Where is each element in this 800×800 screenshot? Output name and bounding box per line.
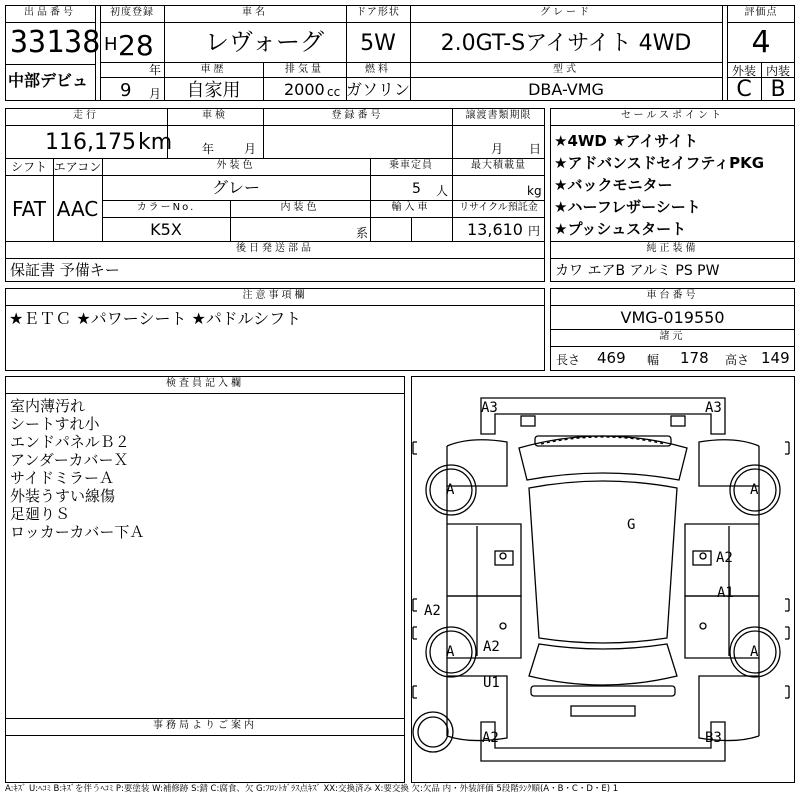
transfer-month-unit: 月 (491, 142, 504, 156)
ext-grade-label: 外装 (731, 64, 756, 78)
recycle: 13,610 (467, 220, 523, 239)
recycle-unit: 円 (528, 224, 541, 238)
month: 9 (120, 80, 132, 101)
mark-a2-bottom: A2 (482, 730, 499, 746)
sales-point: ★プッシュスタート (554, 220, 687, 238)
int-grade-label: 内装 (765, 64, 790, 78)
color-no: K5X (150, 220, 182, 239)
inspector-item: 足廻りＳ (10, 505, 71, 523)
mark-a1: A1 (717, 585, 734, 601)
car-name: レヴォーグ (205, 28, 325, 56)
chassis-number: VMG-019550 (620, 308, 725, 327)
notes-label: 注意事項欄 (242, 290, 308, 301)
later-label: 後日発送部品 (236, 243, 314, 254)
mark-b3: B3 (705, 730, 722, 746)
era: H (104, 34, 118, 55)
year: 28 (118, 29, 154, 62)
cc-label: 排気量 (285, 64, 324, 75)
month-unit: 月 (149, 87, 162, 101)
year-unit: 年 (149, 63, 162, 77)
inspector-item: アンダーカバーＸ (10, 451, 129, 469)
mark-a3-right: A3 (705, 400, 722, 416)
mark-u1: U1 (483, 675, 500, 691)
ac: AAC (56, 197, 99, 221)
equip-label: 純正装備 (646, 243, 699, 254)
inspector-item: 外装うすい線傷 (10, 487, 116, 505)
mark-g: G (627, 517, 636, 533)
model-label: 型式 (553, 64, 579, 75)
plate-label: 登録番号 (331, 110, 384, 121)
history: 自家用 (186, 80, 241, 101)
color: グレー (211, 178, 260, 197)
color-no-label: カラーNo. (136, 202, 196, 213)
score: 4 (751, 25, 771, 60)
mark-a2-left: A2 (424, 603, 441, 619)
load-unit: kg (527, 184, 542, 198)
inspector-item: エンドパネルＢ２ (10, 433, 130, 451)
height: 149 (761, 349, 790, 367)
color-label: 外装色 (216, 160, 256, 171)
shift-label: シフト (10, 160, 47, 174)
import-label: 輸入車 (391, 202, 431, 213)
width: 178 (680, 349, 709, 367)
fuel: ガソリン (346, 80, 411, 99)
int-color-unit: 系 (356, 226, 369, 240)
chassis-label: 車台番号 (646, 290, 699, 301)
dims-label: 諸元 (659, 331, 686, 342)
fuel-label: 燃料 (365, 64, 391, 75)
venue: 中部デビュ (8, 71, 89, 90)
length-label: 長さ (556, 353, 581, 367)
inspector-items (10, 397, 144, 541)
later-parts: 保証書 予備キー (10, 261, 120, 279)
mark-wheel-fr: A (750, 482, 759, 498)
mark-a2-right: A2 (716, 550, 733, 566)
seats-label: 乗車定員 (389, 160, 433, 171)
cc-unit: cc (327, 85, 341, 99)
int-grade: B (770, 77, 786, 102)
sales-point: ★ハーフレザーシート (554, 198, 701, 216)
mileage-unit: km (138, 130, 173, 155)
sales-point: ★アドバンスドセイフティPKG (554, 154, 765, 172)
transfer-label: 譲渡書類期限 (465, 110, 532, 121)
door: 5W (360, 31, 396, 56)
seats-unit: 人 (436, 184, 449, 198)
mark-a2-rear: A2 (483, 639, 500, 655)
mark-wheel-rr: A (750, 644, 759, 660)
inspector-item: サイドミラーＡ (10, 469, 114, 487)
inspector-item: 室内薄汚れ (10, 397, 86, 415)
lot-label: 出品番号 (24, 7, 76, 18)
mileage: 116,175 (45, 130, 136, 155)
ext-grade: C (736, 77, 752, 102)
length: 469 (597, 349, 626, 367)
transfer-day-unit: 日 (529, 142, 542, 156)
load-label: 最大積載量 (471, 160, 526, 171)
score-label: 評価点 (744, 7, 778, 18)
insp-year-unit: 年 (202, 142, 215, 156)
inspector-item: ロッカーカバー下Ａ (10, 523, 145, 541)
sales-points (554, 130, 764, 240)
mark-wheel-rl: A (446, 644, 455, 660)
inspection-label: 車検 (202, 110, 228, 121)
grade: 2.0GT-Sアイサイト 4WD (440, 31, 692, 56)
shift: FAT (11, 197, 46, 221)
ac-label: エアコン (53, 160, 102, 174)
inspector-label: 検査員記入欄 (166, 378, 244, 389)
mark-a3-left: A3 (481, 400, 498, 416)
mark-wheel-fl: A (446, 482, 455, 498)
reg-label: 初度登録 (110, 7, 154, 18)
office-label: 事務局よりご案内 (153, 720, 257, 731)
equip: カワ エアB アルミ PS PW (555, 263, 720, 279)
seats: 5 (412, 181, 421, 197)
door-label: ドア形状 (356, 7, 400, 18)
lot-number: 33138 (10, 25, 101, 60)
width-label: 幅 (647, 353, 660, 367)
sales-point: ★バックモニター (554, 176, 673, 194)
notes-text: ★ＥＴＣ ★パワーシート ★パドルシフト (9, 309, 302, 328)
height-label: 高さ (725, 353, 750, 367)
cc: 2000 (284, 80, 325, 99)
legend: A:ｷｽﾞ U:ﾍｺﾐ B:ｷｽﾞを伴うﾍｺﾐ P:要塗装 W:補修跡 S:錆 C:腐食、欠 G:ﾌﾛﾝﾄｶﾞﾗｽ点ｷｽﾞ XX:交換済み X:要交換 欠:欠品 内・外装評価 5段階ﾗﾝｸ順(A・B・C・D・E) 1 (5, 784, 619, 794)
inspector-item: シートすれ小 (10, 415, 100, 433)
sales-point: ★4WD ★アイサイト (554, 132, 699, 150)
insp-month-unit: 月 (244, 142, 257, 156)
recycle-label: リサイクル預託金 (459, 202, 538, 213)
sales-label: セールスポイント (620, 110, 725, 121)
name-label: 車名 (242, 7, 268, 18)
int-color-label: 内装色 (280, 202, 320, 213)
history-label: 車歴 (200, 64, 227, 75)
grade-label: グレード (540, 7, 592, 18)
model: DBA-VMG (528, 80, 604, 99)
car-damage-diagram (411, 376, 795, 783)
mileage-label: 走行 (73, 110, 99, 121)
